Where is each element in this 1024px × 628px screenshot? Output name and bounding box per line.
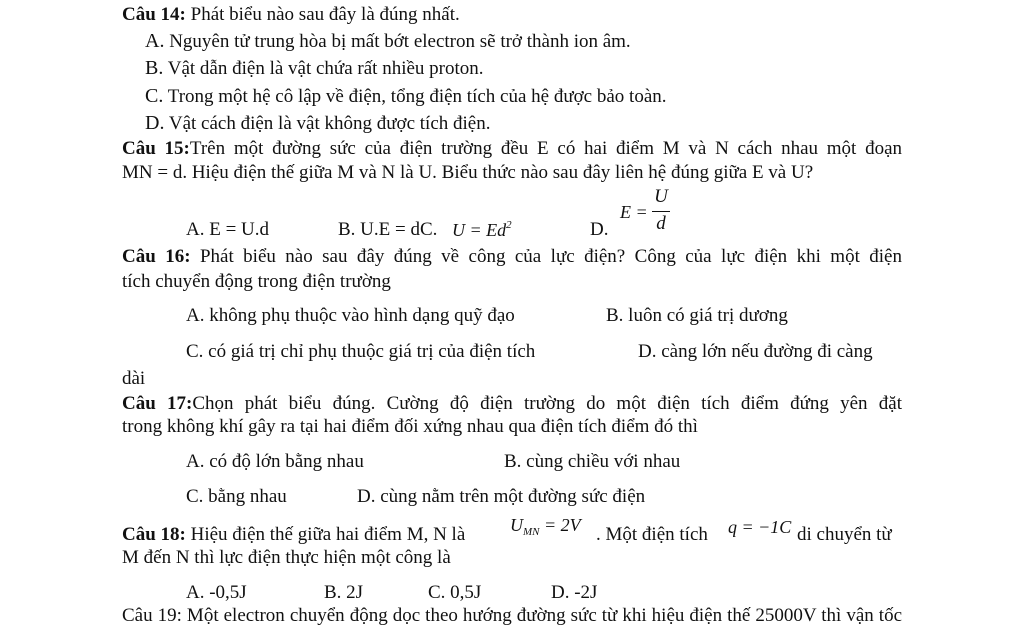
q16-label: Câu 16:	[122, 246, 191, 267]
q18-text1: Hiệu điện thế giữa hai điểm M, N là	[185, 524, 466, 545]
q15-stem-line1	[122, 137, 902, 161]
q18-charge-formula: q = −1C	[728, 517, 792, 537]
q14-option-d	[145, 111, 490, 136]
q14-option-a	[145, 29, 631, 54]
q18-option-a: A. -0,5J	[186, 582, 247, 603]
q18-voltage-symbol: U	[510, 515, 523, 535]
q14-option-b-text: Vật dẫn điện là vật chứa rất nhiều proton.	[163, 58, 484, 79]
q16-line1: Phát biểu nào sau đây đúng về công của lực điện? Công của lực điện khi một điện	[190, 246, 902, 267]
q17-option-d: D. cùng nằm trên một đường sức điện	[357, 486, 646, 507]
q14-option-a-letter: A.	[145, 30, 165, 52]
q16-option-d: D. càng lớn nếu đường đi càng	[638, 341, 873, 362]
q15-label: Câu 15:	[122, 138, 190, 159]
q14-option-c-letter: C.	[145, 85, 164, 107]
q16-stem-line2: tích chuyển động trong điện trường	[122, 271, 391, 292]
q15-formula-d-denominator: d	[656, 213, 666, 234]
q16-option-a: A. không phụ thuộc vào hình dạng quỹ đạo	[186, 305, 515, 326]
q15-option-d: D.	[590, 219, 609, 240]
q15-formula-d-numerator: U	[654, 186, 668, 207]
q18-voltage-subscript: MN	[523, 526, 540, 538]
q14-stem	[122, 3, 460, 27]
q15-stem-line2: MN = d. Hiệu điện thế giữa M và N là U. Biểu thức nào sau đây liên hệ đúng giữa E và U?	[122, 162, 814, 183]
q18-option-d: D. -2J	[551, 582, 598, 603]
q15-option-b: B. U.E = dC.	[338, 219, 438, 240]
q18-option-b: B. 2J	[324, 582, 364, 603]
q17-option-b: B. cùng chiều với nhau	[504, 451, 681, 472]
q15-formula-c-exponent: 2	[506, 219, 512, 231]
q15-formula-c	[452, 213, 512, 242]
q14-option-b-letter: B.	[145, 57, 164, 79]
q14-option-c	[145, 84, 667, 109]
q18-label: Câu 18:	[122, 524, 186, 545]
q14-option-d-text: Vật cách điện là vật không được tích điện.	[164, 113, 491, 134]
q14-text: Phát biểu nào sau đây là đúng nhất.	[185, 4, 460, 25]
q16-option-b: B. luôn có giá trị dương	[606, 305, 788, 326]
q15-option-a: A. E = U.d	[186, 219, 270, 240]
q14-option-b	[145, 56, 484, 81]
q16-option-c: C. có giá trị chỉ phụ thuộc giá trị của điện tích	[186, 341, 536, 362]
q15-line1: Trên một đường sức của điện trường đều E có hai điểm M và N cách nhau một đoạn	[189, 138, 903, 159]
q17-option-c: C. bằng nhau	[186, 486, 287, 507]
q14-option-c-text: Trong một hệ cô lập về điện, tổng điện tích của hệ được bảo toàn.	[163, 86, 667, 107]
q17-stem-line1	[122, 392, 902, 416]
q19-partial-line: Câu 19: Một electron chuyển động dọc theo hướng đường sức từ khi hiệu điện thế 25000V thì vận tốc	[122, 605, 902, 626]
q15-fraction-bar	[652, 211, 670, 212]
q15-formula-d-lhs: E =	[620, 202, 648, 222]
q14-option-a-text: Nguyên tử trung hòa bị mất bớt electron sẽ trở thành ion âm.	[164, 31, 631, 52]
q14-label: Câu 14:	[122, 4, 186, 25]
q18-stem-line2: M đến N thì lực điện thực hiện một công là	[122, 547, 451, 568]
q18-stem-part2: . Một điện tích	[596, 524, 708, 545]
q18-voltage-value: = 2V	[539, 515, 581, 535]
q17-stem-line2: trong không khí gây ra tại hai điểm đối xứng nhau qua điện tích điểm đó thì	[122, 416, 698, 437]
q16-stem-line1	[122, 245, 902, 269]
q18-option-c: C. 0,5J	[428, 582, 482, 603]
q17-option-a: A. có độ lớn bằng nhau	[186, 451, 364, 472]
q18-voltage-formula	[510, 513, 581, 544]
q15-formula-c-lhs: U = Ed	[452, 220, 507, 240]
q17-line1: Chọn phát biểu đúng. Cường độ điện trường do một điện tích điểm đứng yên đặt	[192, 393, 902, 414]
q14-option-d-letter: D.	[145, 112, 165, 134]
q18-stem-part1	[122, 523, 465, 547]
q16-option-d-continuation: dài	[122, 368, 146, 389]
q17-label: Câu 17:	[122, 393, 193, 414]
q18-stem-part3: di chuyển từ	[797, 524, 892, 545]
